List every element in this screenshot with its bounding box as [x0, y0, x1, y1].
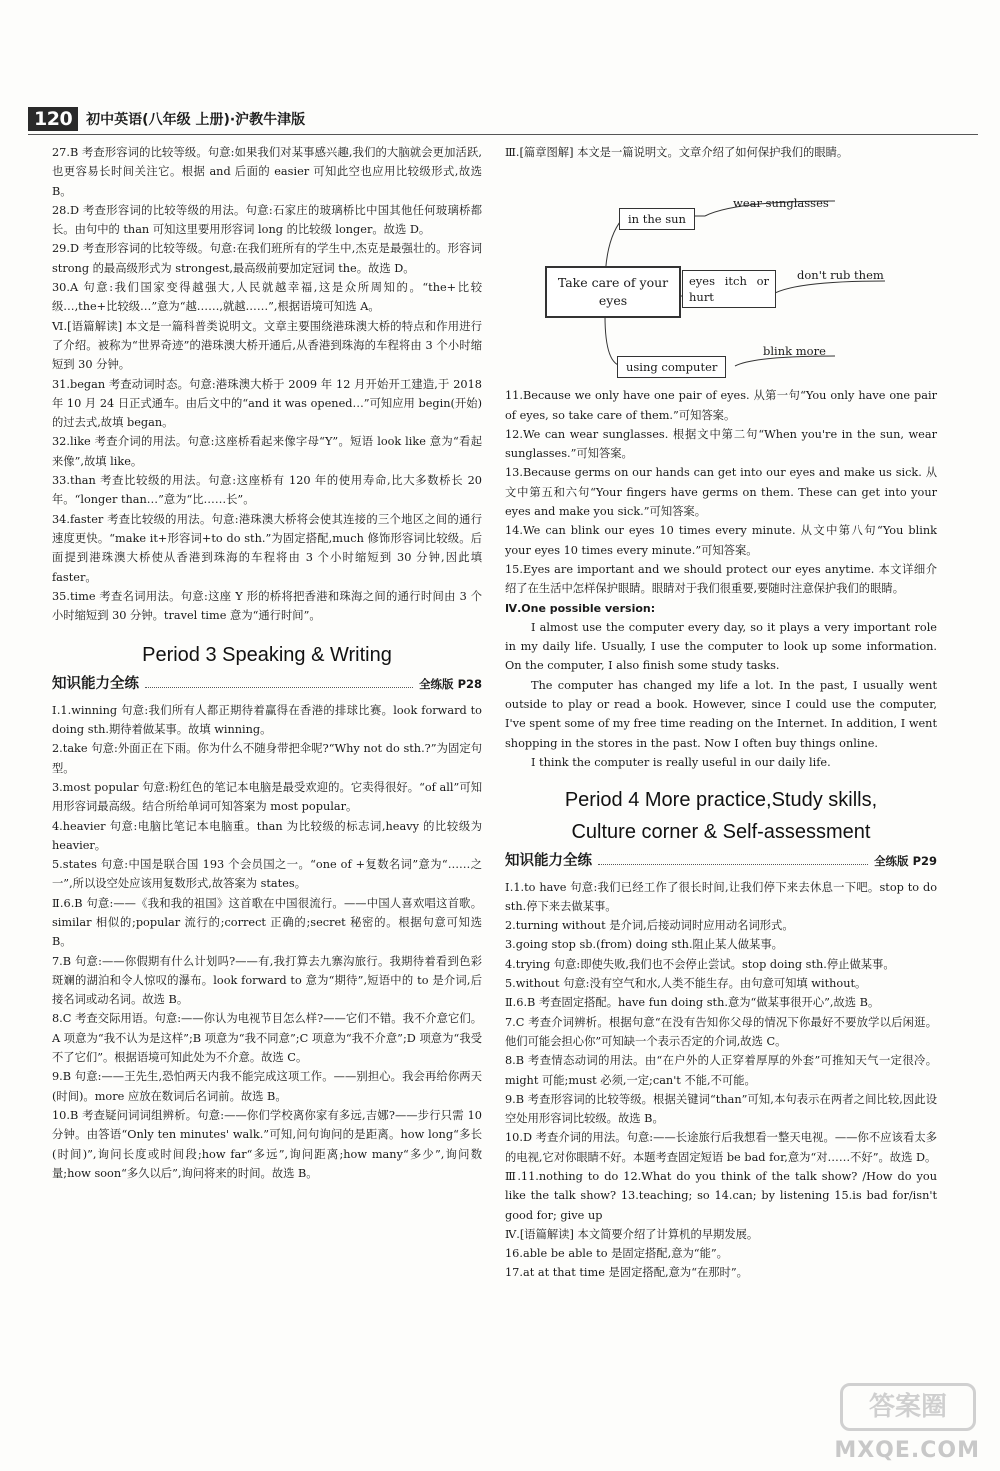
- passage-intro: Ⅲ.[篇章图解] 本文是一篇说明文。文章介绍了如何保护我们的眼睛。: [505, 146, 849, 159]
- answer-item: 9.B 考查形容词的比较等级。根据关键词“than”可知,本句表示在两者之间比较,因此设空处用形容词比较级。故选 B。: [505, 1092, 937, 1126]
- sample-essay: [505, 618, 937, 772]
- dotted-leader: [598, 864, 868, 865]
- answer-item: 29.D 考查形容词的比较等级。句意:在我们班所有的学生中,杰克是最强壮的。形容词 strong 的最高级形式为 strongest,最高级前要加定冠词 the。故选 D。: [52, 242, 482, 275]
- section-title: 知识能力全练: [505, 853, 592, 870]
- mind-map-center: Take care of your eyes: [545, 266, 681, 318]
- section-title: 知识能力全练: [52, 676, 139, 693]
- answer-item: 8.B 考查情态动词的用法。由“在户外的人正穿着厚厚的外套”可推知天气一定很冷。might 可能;must 必须,一定;can't 不能,不可能。: [505, 1054, 937, 1087]
- header-rule: [28, 134, 978, 135]
- section-ref: 全练版 P28: [419, 677, 482, 692]
- answer-item: 9.B 句意:——王先生,恐怕两天内我不能完成这项工作。——别担心。我会再给你两天(时间)。more 应放在数词后名词前。故选 B。: [52, 1070, 482, 1103]
- period-3-title: Period 3 Speaking & Writing: [142, 644, 392, 667]
- answer-item: 17.at at that time 是固定搭配,意为“在那时”。: [505, 1266, 748, 1280]
- answer-item: 30.A 句意:我们国家变得越强大,人民就越幸福,这是众所周知的。“the+比较级…,the+比较级…”意为“越……,就越……”,根据语境可知选 A。: [52, 281, 482, 314]
- answer-item: 31.began 考查动词时态。句意:港珠澳大桥于 2009 年 12 月开始开工建造,于 2018 年 10 月 24 日正式通车。由后文中的“and it was opened…”可知应用 begin(开始)的过去式,故填 began。: [52, 377, 482, 430]
- answer-item: 11.Because we only have one pair of eyes. 从第一句“You only have one pair of eyes, so take care of them.”可知答案。: [505, 389, 937, 422]
- mind-map-branch-itch: eyes itch or hurt: [682, 270, 776, 308]
- essay-label: Ⅳ.One possible version:: [505, 601, 656, 615]
- answer-item: 3.going stop sb.(from) doing sth.阻止某人做某事。: [505, 938, 783, 952]
- answer-item: 12.We can wear sunglasses. 根据文中第二句“When you're in the sun, wear sunglasses.”可知答案。: [505, 427, 937, 461]
- page-number: 120: [28, 107, 78, 131]
- answer-item: 16.able be able to 是固定搭配,意为“能”。: [505, 1247, 728, 1261]
- essay-paragraph: The computer has changed my life a lot. In the past, I usually went outside to play or read a book. However, since I could use the computer, I've spent some of my free time reading on the Internet. In addition, I went shopping in the stores in the past. Now I often buy things online.: [505, 678, 937, 750]
- essay-paragraph: I think the computer is really useful in our daily life.: [531, 755, 831, 769]
- answer-item: Ⅲ.11.nothing to do 12.What do you think of the talk show? /How do you like the talk show? 13.teaching; so 14.can; by listening 15.is bad for/isn't good for; give up: [505, 1169, 937, 1222]
- answer-item: 3.most popular 句意:粉红色的笔记本电脑是最受欢迎的。它卖得很好。“of all”可知用形容词最高级。结合所给单词可知答案为 most popular。: [52, 780, 482, 814]
- answer-item: 34.faster 考查比较级的用法。句意:港珠澳大桥将会使其连接的三个地区之间的通行速度更快。“make it+形容词+to do sth.”为固定搭配,much 修饰形容词比较级。后面提到港珠澳大桥使从香港到珠海的车程将由 3 个小时缩短到 30 分钟,因此填 faster。: [52, 512, 482, 584]
- watermark-url: MXQE.COM: [834, 1438, 980, 1463]
- answer-item: Ⅰ.1.winning 句意:我们所有人都正期待着赢得在香港的排球比赛。look forward to doing sth.期待着做某事。故填 winning。: [52, 703, 482, 737]
- answer-item: 2.take 句意:外面正在下雨。你为什么不随身带把伞呢?“Why not do sth.?”为固定句型。: [52, 742, 482, 775]
- answer-list-part-b: [52, 701, 482, 1183]
- mind-map-leaf-sunglasses: wear sunglasses: [733, 196, 829, 211]
- watermark-logo: 答案圈: [840, 1383, 976, 1431]
- answer-list-part-a: [52, 143, 482, 625]
- section-ref: 全练版 P29: [874, 854, 937, 869]
- mind-map-leaf-blink: blink more: [763, 344, 826, 359]
- book-title: 初中英语(八年级 上册)·沪教牛津版: [86, 112, 306, 128]
- answer-item: 14.We can blink our eyes 10 times every minute. 从文中第八句“You blink your eyes 10 times every minute.”可知答案。: [505, 524, 937, 557]
- answer-item: 4.trying 句意:即使失败,我们也不会停止尝试。stop doing sth.停止做某事。: [505, 957, 895, 971]
- answer-item: 5.without 句意:没有空气和水,人类不能生存。由句意可知填 without。: [505, 977, 867, 991]
- answer-item: 10.B 考查疑问词词组辨析。句意:——你们学校离你家有多远,吉娜?——步行只需 10 分钟。由答语“Only ten minutes' walk.”可知,问句询问的是距离。how long“多长(时间)”,询问长度或时间段;how far“多远”,询问距离;how many“多少”,询问数量;how soon“多久以后”,询问将来的时间。故选 B。: [52, 1108, 482, 1180]
- answer-item: Ⅳ.[语篇解读] 本文简要介绍了计算机的早期发展。: [505, 1227, 759, 1241]
- left-column: [52, 143, 482, 1183]
- reading-answers: [505, 386, 937, 598]
- answer-item: Ⅰ.1.to have 句意:我们已经工作了很长时间,让我们停下来去休息一下吧。stop to do sth.停下来去做某事。: [505, 880, 937, 913]
- right-column: [505, 143, 937, 1283]
- answer-item: Ⅱ.6.B 考查固定搭配。have fun doing sth.意为“做某事很开心”,故选 B。: [505, 996, 880, 1010]
- answer-item: Ⅱ.6.B 句意:——《我和我的祖国》这首歌在中国很流行。——中国人喜欢唱这首歌。similar 相似的;popular 流行的;correct 正确的;secret 秘密的。根据句意可知选 B。: [52, 896, 482, 949]
- answer-item: 27.B 考查形容词的比较等级。句意:如果我们对某事感兴趣,我们的大脑就会更加活跃,也更容易长时间关注它。根据 and 后面的 easier 可知此空也应用比较级形式,故选 B。: [52, 146, 482, 198]
- answer-list-part-c: [505, 878, 937, 1283]
- mind-map: [505, 166, 937, 384]
- answer-item: 10.D 考查介词的用法。句意:——长途旅行后我想看一整天电视。——你不应该看太多的电视,它对你眼睛不好。本题考查固定短语 be bad for,意为“对……不好”。故选 D。: [505, 1131, 937, 1164]
- mind-map-leaf-dont-rub: don't rub them: [797, 268, 884, 283]
- answer-item: 4.heavier 句意:电脑比笔记本电脑重。than 为比较级的标志词,heavy 的比较级为 heavier。: [52, 819, 482, 852]
- period-4-title-line-2: Culture corner & Self-assessment: [571, 821, 871, 844]
- answer-item: 32.like 考查介词的用法。句意:这座桥看起来像字母“Y”。短语 look like 意为“看起来像”,故填 like。: [52, 435, 482, 468]
- answer-item: 5.states 句意:中国是联合国 193 个会员国之一。“one of +复数名词”意为“……之一”,所以设空处应该用复数形式,故答案为 states。: [52, 858, 482, 891]
- answer-item: 33.than 考查比较级的用法。句意:这座桥有 120 年的使用寿命,比大多数桥长 20 年。“longer than…”意为“比……长”。: [52, 474, 482, 507]
- section-header-p28: [52, 675, 482, 694]
- answer-item: 13.Because germs on our hands can get into our eyes and make us sick. 从文中第五和六句“Your fingers have germs on them. These can get into your eyes and make you sick.”可知答案。: [505, 466, 937, 519]
- answer-item: 35.time 考查名词用法。句意:这座 Y 形的桥将把香港和珠海之间的通行时间由 3 个小时缩短到 30 分钟。travel time 意为“通行时间”。: [52, 589, 482, 623]
- essay-paragraph: I almost use the computer every day, so it plays a very important role in my daily life. Usually, I use the computer to look up some information. On the computer, I also finish some study tasks.: [505, 620, 937, 673]
- answer-item: 8.C 考查交际用语。句意:——你认为电视节目怎么样?——它们不错。我不介意它们。A 项意为“我不认为是这样”;B 项意为“我不同意”;C 项意为“我不介意”;D 项意为“我受不了它们”。根据语境可知此处为不介意。故选 C。: [52, 1012, 482, 1065]
- mind-map-branch-computer: using computer: [617, 356, 726, 378]
- answer-item: 2.turning without 是介词,后接动词时应用动名词形式。: [505, 919, 794, 933]
- answer-item: 7.B 句意:——你假期有什么计划吗?——有,我打算去九寨沟旅行。我期待着看到色彩斑斓的湖泊和令人惊叹的瀑布。look forward to 意为“期待”,短语中的 to 是介词,后接名词或动名词。故选 B。: [52, 954, 482, 1007]
- answer-item: Ⅵ.[语篇解读] 本文是一篇科普类说明文。文章主要围绕港珠澳大桥的特点和作用进行了介绍。被称为“世界奇迹”的港珠澳大桥开通后,从香港到珠海的车程将由 3 个小时缩短到 30 分钟。: [52, 319, 482, 372]
- period-4-title-line-1: Period 4 More practice,Study skills,: [564, 789, 878, 812]
- dotted-leader: [145, 687, 413, 688]
- answer-item: 7.C 考查介词辨析。根据句意“在没有告知你父母的情况下你最好不要放学以后闲逛。他们可能会担心你”可知缺一个表示否定的介词,故选 C。: [505, 1015, 937, 1048]
- mind-map-branch-sun: in the sun: [619, 208, 695, 230]
- answer-item: 15.Eyes are important and we should protect our eyes anytime. 本文详细介绍了在生活中怎样保护眼睛。眼睛对于我们很重要,要随时注意保护我们的眼睛。: [505, 562, 937, 596]
- section-header-p29: [505, 852, 937, 871]
- answer-item: 28.D 考查形容词的比较等级的用法。句意:石家庄的玻璃桥比中国其他任何玻璃桥都长。由句中的 than 可知这里要用形容词 long 的比较级 longer。故选 D。: [52, 203, 482, 237]
- page-header: [28, 104, 305, 134]
